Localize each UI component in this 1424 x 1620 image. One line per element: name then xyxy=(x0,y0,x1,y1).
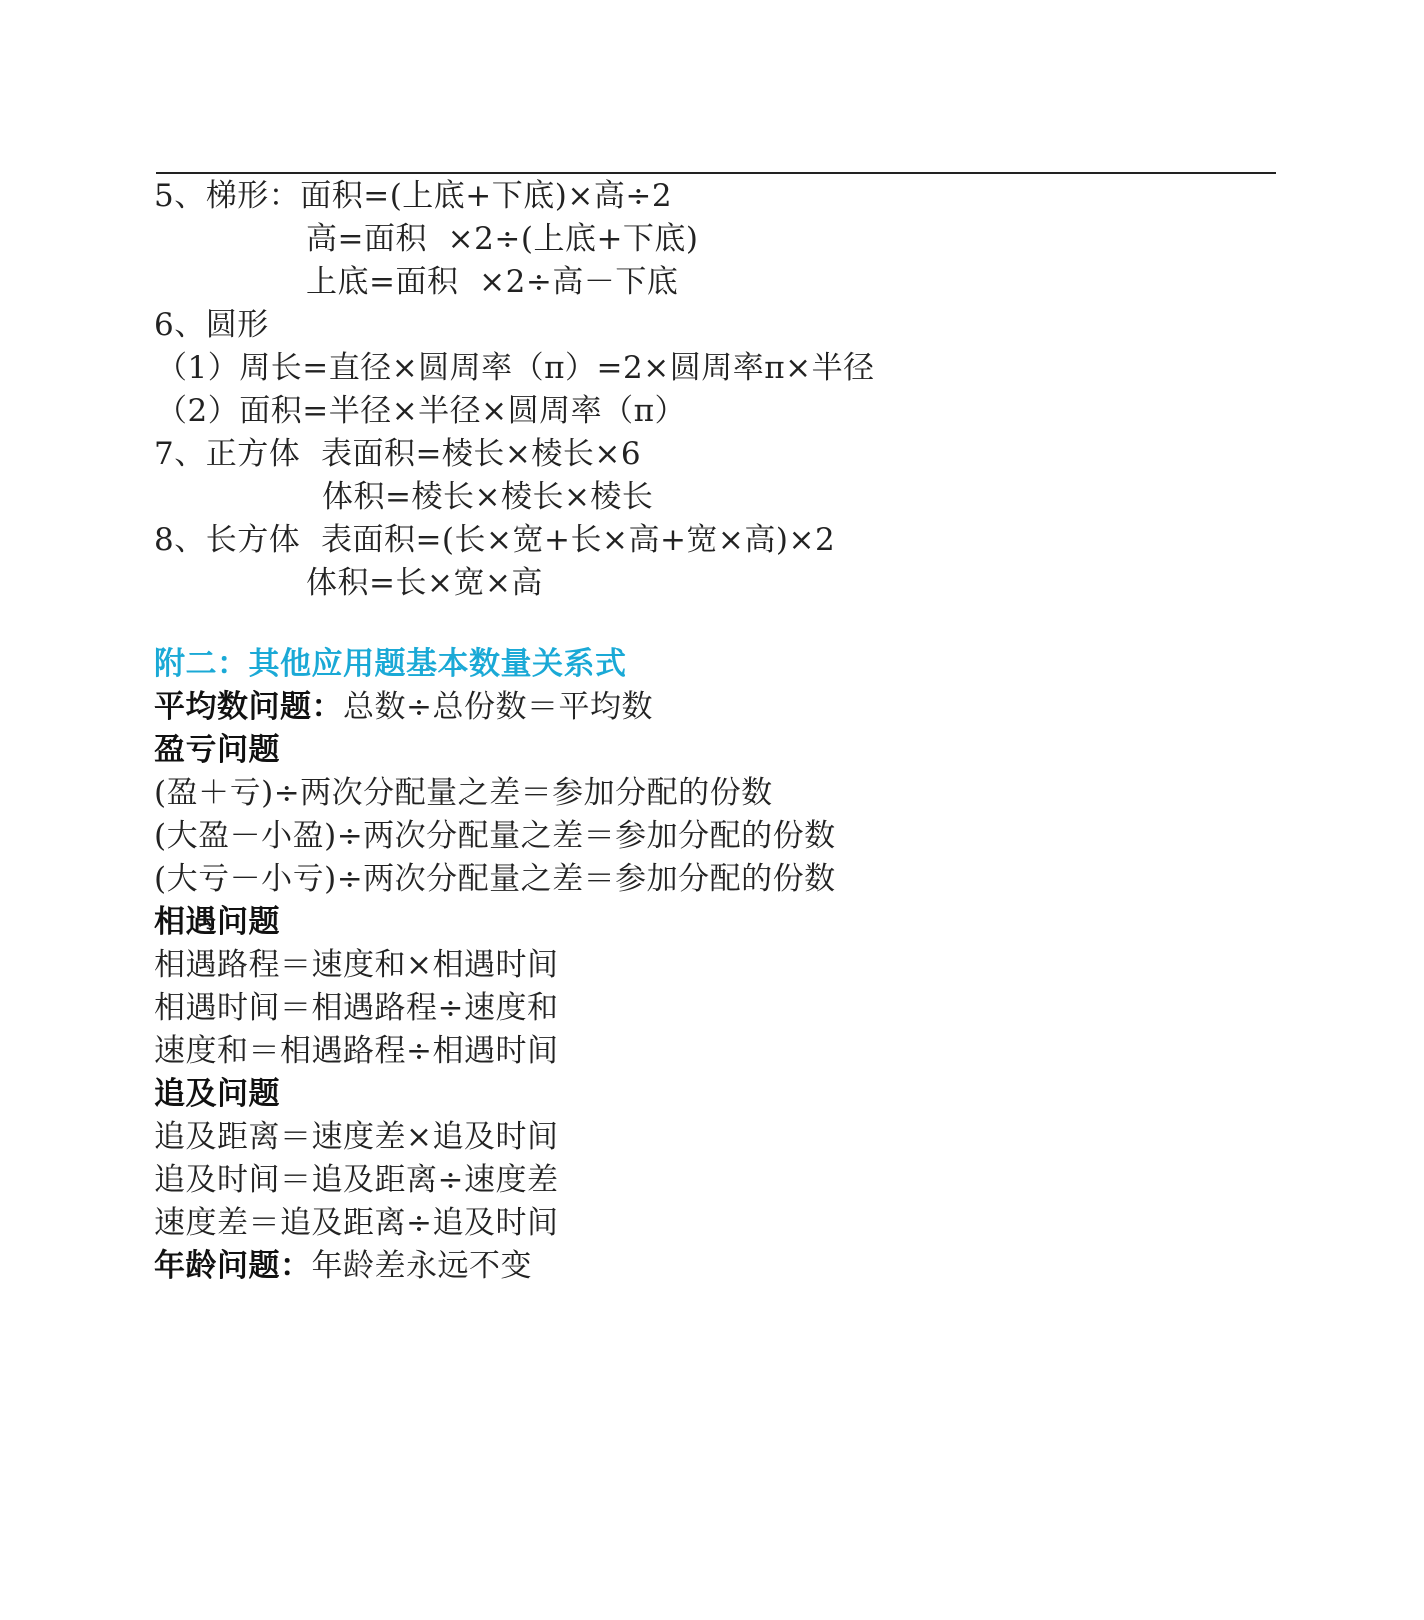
trapezoid-formula-area xyxy=(154,178,672,214)
cube-heading: 7、正方体 xyxy=(154,436,301,472)
cuboid-heading: 8、长方体 xyxy=(154,522,301,558)
top-divider xyxy=(156,172,1276,174)
trapezoid-area: 面积=(上底+下底)×高÷2 xyxy=(300,178,673,214)
chase-label: 追及问题 xyxy=(154,1076,280,1112)
age-text: 年龄差永远不变 xyxy=(311,1248,532,1284)
surplus-deficit-line: (大亏－小亏)÷两次分配量之差＝参加分配的份数 xyxy=(154,861,836,897)
cube-surface-area xyxy=(154,436,641,472)
cuboid-surface-area xyxy=(154,522,835,558)
cuboid-surface-formula: 表面积=(长×宽+长×高+宽×高)×2 xyxy=(320,522,836,558)
chase-line: 追及时间＝追及距离÷速度差 xyxy=(154,1162,559,1198)
meeting-label: 相遇问题 xyxy=(154,904,280,940)
cube-volume: 体积=棱长×棱长×棱长 xyxy=(322,479,654,515)
meeting-line: 速度和＝相遇路程÷相遇时间 xyxy=(154,1033,559,1069)
average-label: 平均数问题： xyxy=(154,689,343,725)
average-text: 总数÷总份数＝平均数 xyxy=(343,689,653,725)
chase-line: 速度差＝追及距离÷追及时间 xyxy=(154,1205,559,1241)
circle-circumference: （1）周长=直径×圆周率（π）=2×圆周率π×半径 xyxy=(156,350,875,386)
age-label: 年龄问题： xyxy=(154,1248,312,1284)
appendix-title: 附二：其他应用题基本数量关系式 xyxy=(154,646,627,682)
surplus-deficit-label: 盈亏问题 xyxy=(154,732,280,768)
trapezoid-height: 高=面积 ×2÷(上底+下底) xyxy=(306,221,699,257)
circle-heading: 6、圆形 xyxy=(154,307,269,343)
age-problem xyxy=(154,1248,532,1284)
circle-area: （2）面积=半径×半径×圆周率（π） xyxy=(156,393,687,429)
surplus-deficit-line: (盈＋亏)÷两次分配量之差＝参加分配的份数 xyxy=(154,775,773,811)
trapezoid-heading: 5、梯形： xyxy=(154,178,301,214)
chase-line: 追及距离＝速度差×追及时间 xyxy=(154,1119,559,1155)
meeting-line: 相遇路程＝速度和×相遇时间 xyxy=(154,947,559,983)
trapezoid-top-base: 上底=面积 ×2÷高－下底 xyxy=(306,264,679,300)
average-problem xyxy=(154,689,653,725)
cuboid-volume: 体积=长×宽×高 xyxy=(306,565,543,601)
cube-surface-formula: 表面积=棱长×棱长×6 xyxy=(320,436,642,472)
surplus-deficit-line: (大盈－小盈)÷两次分配量之差＝参加分配的份数 xyxy=(154,818,836,854)
meeting-line: 相遇时间＝相遇路程÷速度和 xyxy=(154,990,559,1026)
